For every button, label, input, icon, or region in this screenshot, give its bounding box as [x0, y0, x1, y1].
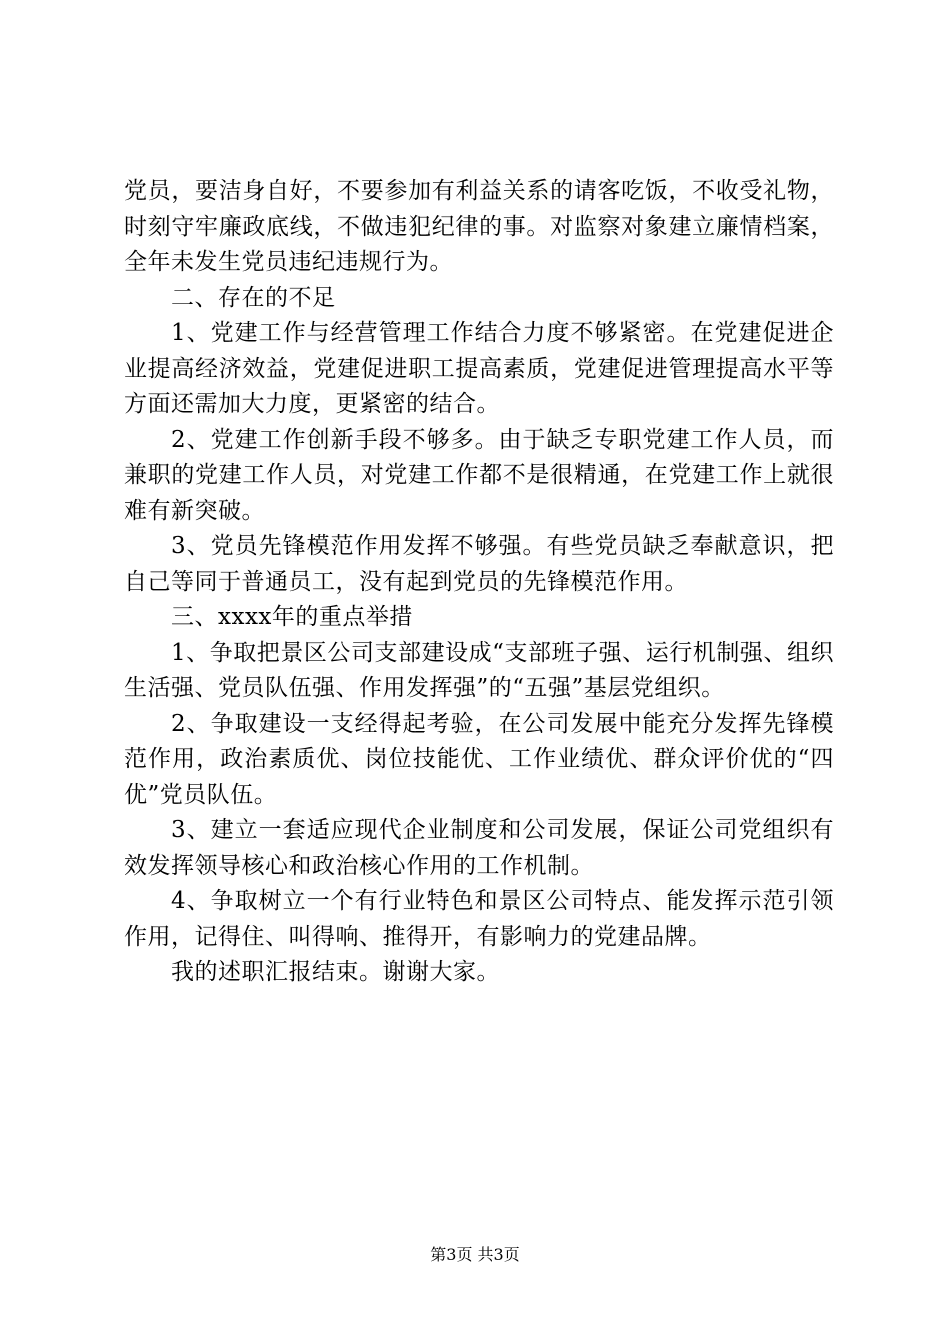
- paragraph-measure-1: 1、争取把景区公司支部建设成“支部班子强、运行机制强、组织生活强、党员队伍强、作用发挥强”的“五强”基层党组织。: [124, 639, 834, 701]
- section-heading-key-measures: 三、xxxx年的重点举措: [171, 604, 413, 630]
- paragraph-measure-3: 3、建立一套适应现代企业制度和公司发展，保证公司党组织有效发挥领导核心和政治核心作用的工作机制。: [124, 817, 834, 879]
- page-footer: [0, 1245, 950, 1265]
- paragraph-shortcoming-3: 3、党员先锋模范作用发挥不够强。有些党员缺乏奉献意识，把自己等同于普通员工，没有起到党员的先锋模范作用。: [124, 533, 834, 595]
- paragraph-continuation: 党员，要洁身自好，不要参加有利益关系的请客吃饭，不收受礼物，时刻守牢廉政底线，不做违犯纪律的事。对监察对象建立廉情档案，全年未发生党员违纪违规行为。: [124, 178, 834, 275]
- paragraph-shortcoming-2: 2、党建工作创新手段不够多。由于缺乏专职党建工作人员，而兼职的党建工作人员，对党建工作都不是很精通，在党建工作上就很难有新突破。: [124, 426, 834, 524]
- page-number-label: 第3页 共3页: [430, 1245, 520, 1264]
- paragraph-measure-2: 2、争取建设一支经得起考验，在公司发展中能充分发挥先锋模范作用，政治素质优、岗位技能优、工作业绩优、群众评价优的“四优”党员队伍。: [124, 710, 834, 808]
- paragraph-shortcoming-1: 1、党建工作与经营管理工作结合力度不够紧密。在党建促进企业提高经济效益，党建促进职工提高素质，党建促进管理提高水平等方面还需加大力度，更紧密的结合。: [124, 320, 834, 417]
- document-body: [124, 174, 834, 991]
- paragraph-closing: 我的述职汇报结束。谢谢大家。: [171, 959, 500, 985]
- paragraph-measure-4: 4、争取树立一个有行业特色和景区公司特点、能发挥示范引领作用，记得住、叫得响、推得开，有影响力的党建品牌。: [124, 888, 834, 950]
- section-heading-shortcomings: 二、存在的不足: [171, 284, 336, 311]
